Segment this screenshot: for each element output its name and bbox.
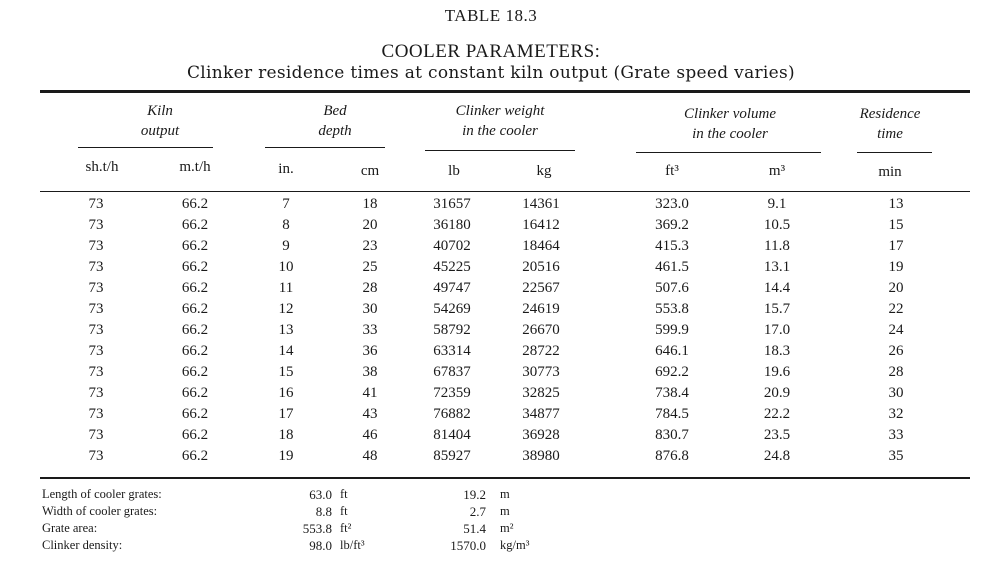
unit-min: min (878, 164, 902, 180)
header-kiln-output (95, 101, 225, 141)
cell-volume-ft3: 738.4 (655, 385, 689, 401)
cell-weight-kg: 14361 (522, 196, 560, 212)
cell-kiln-mt-h: 66.2 (181, 322, 209, 338)
footnote-metric-value: 19.2 (463, 487, 486, 502)
cell-kiln-mt-h: 66.2 (181, 385, 209, 401)
cell-volume-ft3: 323.0 (655, 196, 689, 212)
cell-bed-in: 7 (282, 196, 290, 212)
cell-volume-m3: 20.9 (763, 385, 791, 401)
footnote-imperial-unit: ft (340, 504, 348, 518)
cell-kiln-sht-h: 73 (88, 259, 104, 275)
cell-volume-m3: 9.1 (767, 196, 787, 212)
cell-weight-lb: 40702 (433, 238, 471, 254)
top-rule (40, 90, 970, 93)
cell-bed-cm: 18 (362, 196, 378, 212)
cell-bed-cm: 23 (362, 238, 378, 254)
cell-residence-min: 13 (888, 196, 904, 212)
table-row (0, 406, 982, 427)
cell-weight-lb: 31657 (433, 196, 471, 212)
cell-bed-cm: 46 (362, 427, 378, 443)
table-row (0, 364, 982, 385)
header-clinker-weight (420, 101, 580, 141)
cell-kiln-mt-h: 66.2 (181, 217, 209, 233)
header-bed-line2: depth (318, 123, 352, 139)
header-residence-line1: Residence (859, 106, 921, 122)
cell-volume-ft3: 415.3 (655, 238, 689, 254)
cell-volume-ft3: 369.2 (655, 217, 689, 233)
cell-weight-kg: 34877 (522, 406, 560, 422)
cell-weight-kg: 18464 (522, 238, 560, 254)
cell-weight-kg: 26670 (522, 322, 560, 338)
footnote-label: Width of cooler grates: (42, 504, 158, 518)
footnote-metric-unit: m (500, 487, 510, 501)
footnote-metric-unit: kg/m³ (500, 538, 530, 552)
cell-kiln-sht-h: 73 (88, 448, 104, 464)
cell-volume-m3: 22.2 (763, 406, 791, 422)
table-row (0, 448, 982, 469)
footnote-imperial-unit: ft (340, 487, 348, 501)
cell-kiln-mt-h: 66.2 (181, 301, 209, 317)
cell-weight-lb: 49747 (433, 280, 471, 296)
kiln-underline (78, 147, 213, 148)
header-volume-line2: in the cooler (692, 126, 768, 142)
header-weight-line2: in the cooler (462, 123, 538, 139)
cell-residence-min: 28 (888, 364, 904, 380)
cell-bed-in: 12 (278, 301, 294, 317)
cell-volume-ft3: 784.5 (655, 406, 689, 422)
cell-bed-cm: 25 (362, 259, 378, 275)
cell-residence-min: 35 (888, 448, 904, 464)
cell-kiln-mt-h: 66.2 (181, 448, 209, 464)
table-row (0, 259, 982, 280)
header-bed-depth (275, 101, 395, 141)
unit-in: in. (278, 161, 294, 177)
cell-kiln-mt-h: 66.2 (181, 364, 209, 380)
cell-volume-ft3: 553.8 (655, 301, 689, 317)
cell-bed-in: 15 (278, 364, 294, 380)
cell-bed-cm: 33 (362, 322, 378, 338)
cell-weight-lb: 81404 (433, 427, 471, 443)
cell-weight-kg: 32825 (522, 385, 560, 401)
footnote-label: Grate area: (42, 521, 98, 535)
header-kiln-line2: output (140, 123, 180, 139)
cell-residence-min: 15 (888, 217, 904, 233)
cell-kiln-mt-h: 66.2 (181, 280, 209, 296)
cell-bed-in: 9 (282, 238, 290, 254)
cell-bed-cm: 41 (362, 385, 378, 401)
cell-volume-m3: 17.0 (763, 322, 791, 338)
cell-kiln-sht-h: 73 (88, 280, 104, 296)
cell-kiln-mt-h: 66.2 (181, 406, 209, 422)
cell-weight-lb: 67837 (433, 364, 471, 380)
cell-bed-in: 19 (278, 448, 294, 464)
cell-volume-m3: 11.8 (764, 238, 790, 254)
bottom-rule (40, 477, 970, 479)
cell-residence-min: 33 (888, 427, 904, 443)
table-row (0, 322, 982, 343)
volume-underline (636, 152, 821, 153)
cell-volume-ft3: 461.5 (655, 259, 689, 275)
footnote-imperial-unit: ft² (340, 521, 352, 535)
header-weight-line1: Clinker weight (455, 103, 545, 119)
header-volume-line1: Clinker volume (683, 106, 777, 122)
header-kiln-line1: Kiln (147, 103, 173, 119)
cell-bed-in: 16 (278, 385, 294, 401)
cell-weight-lb: 63314 (433, 343, 471, 359)
cell-kiln-sht-h: 73 (88, 427, 104, 443)
cell-volume-ft3: 692.2 (655, 364, 689, 380)
cell-volume-m3: 10.5 (763, 217, 791, 233)
table-caption: TABLE 18.3 (444, 6, 538, 25)
header-clinker-volume (640, 104, 820, 144)
table-row (0, 427, 982, 448)
cell-weight-kg: 30773 (522, 364, 560, 380)
cell-kiln-mt-h: 66.2 (181, 427, 209, 443)
unit-lb: lb (448, 163, 460, 179)
cell-volume-m3: 18.3 (763, 343, 791, 359)
cell-residence-min: 22 (888, 301, 904, 317)
cell-residence-min: 17 (888, 238, 904, 254)
cell-bed-in: 13 (278, 322, 294, 338)
cell-volume-m3: 23.5 (763, 427, 791, 443)
cell-weight-lb: 58792 (433, 322, 471, 338)
weight-underline (425, 150, 575, 151)
cell-residence-min: 19 (888, 259, 904, 275)
cell-kiln-mt-h: 66.2 (181, 343, 209, 359)
cell-volume-ft3: 876.8 (655, 448, 689, 464)
footnote-label: Length of cooler grates: (42, 487, 162, 501)
cell-weight-lb: 76882 (433, 406, 471, 422)
table-row (0, 217, 982, 238)
cell-weight-lb: 36180 (433, 217, 471, 233)
header-residence-time (845, 104, 935, 144)
cell-weight-kg: 20516 (522, 259, 560, 275)
cell-kiln-sht-h: 73 (88, 301, 104, 317)
cell-kiln-mt-h: 66.2 (181, 238, 209, 254)
cell-kiln-sht-h: 73 (88, 196, 104, 212)
cell-residence-min: 20 (888, 280, 904, 296)
footnote-imperial-value: 8.8 (315, 504, 332, 519)
cell-bed-cm: 43 (362, 406, 378, 422)
cell-volume-m3: 15.7 (763, 301, 791, 317)
cell-bed-cm: 48 (362, 448, 378, 464)
cell-weight-kg: 16412 (522, 217, 560, 233)
cell-volume-ft3: 507.6 (655, 280, 689, 296)
unit-cm: cm (360, 163, 380, 179)
table-row (0, 238, 982, 259)
footnote-imperial-unit: lb/ft³ (340, 538, 365, 552)
cell-volume-m3: 14.4 (763, 280, 791, 296)
cell-weight-lb: 85927 (433, 448, 471, 464)
residence-underline (857, 152, 932, 153)
cell-volume-ft3: 599.9 (655, 322, 689, 338)
cell-weight-kg: 22567 (522, 280, 560, 296)
table-row (0, 343, 982, 364)
cell-weight-kg: 36928 (522, 427, 560, 443)
cell-residence-min: 30 (888, 385, 904, 401)
header-bed-line1: Bed (323, 103, 347, 119)
cell-residence-min: 32 (888, 406, 904, 422)
footnote-metric-value: 51.4 (463, 521, 486, 536)
cell-kiln-sht-h: 73 (88, 364, 104, 380)
cell-bed-in: 17 (278, 406, 294, 422)
cell-kiln-sht-h: 73 (88, 322, 104, 338)
cell-bed-in: 11 (278, 280, 294, 296)
header-rule (40, 191, 970, 192)
unit-ft3: ft³ (665, 163, 679, 179)
cell-volume-ft3: 830.7 (655, 427, 689, 443)
cell-bed-cm: 30 (362, 301, 378, 317)
footnote-metric-unit: m² (500, 521, 514, 535)
cell-weight-lb: 54269 (433, 301, 471, 317)
cell-kiln-mt-h: 66.2 (181, 196, 209, 212)
cell-weight-kg: 28722 (522, 343, 560, 359)
table-row (0, 301, 982, 322)
cell-kiln-sht-h: 73 (88, 238, 104, 254)
footnote-imperial-value: 63.0 (309, 487, 332, 502)
cell-kiln-sht-h: 73 (88, 217, 104, 233)
cell-weight-kg: 24619 (522, 301, 560, 317)
unit-sht-h: sh.t/h (85, 159, 119, 175)
header-residence-line2: time (877, 126, 903, 142)
unit-m3: m³ (768, 163, 786, 179)
unit-kg: kg (536, 163, 552, 179)
unit-mt-h: m.t/h (179, 159, 211, 175)
cell-kiln-sht-h: 73 (88, 343, 104, 359)
footnote-metric-value: 2.7 (469, 504, 486, 519)
cell-bed-in: 8 (282, 217, 290, 233)
cell-bed-cm: 20 (362, 217, 378, 233)
footnote-imperial-value: 98.0 (309, 538, 332, 553)
footnote-metric-unit: m (500, 504, 510, 518)
cell-bed-cm: 36 (362, 343, 378, 359)
cell-volume-ft3: 646.1 (655, 343, 689, 359)
bed-underline (265, 147, 385, 148)
cell-bed-cm: 38 (362, 364, 378, 380)
cell-kiln-sht-h: 73 (88, 385, 104, 401)
footnote-imperial-value: 553.8 (302, 521, 332, 536)
table-subtitle: Clinker residence times at constant kiln output (Grate speed varies) (187, 63, 795, 83)
cell-residence-min: 26 (888, 343, 904, 359)
footnote-metric-value: 1570.0 (450, 538, 486, 553)
cell-weight-kg: 38980 (522, 448, 560, 464)
table-title: COOLER PARAMETERS: (381, 41, 601, 62)
cell-kiln-mt-h: 66.2 (181, 259, 209, 275)
footnote-label: Clinker density: (42, 538, 123, 552)
cell-bed-in: 18 (278, 427, 294, 443)
table-row (0, 280, 982, 301)
table-row (0, 385, 982, 406)
cell-kiln-sht-h: 73 (88, 406, 104, 422)
cell-bed-cm: 28 (362, 280, 378, 296)
cell-weight-lb: 45225 (433, 259, 471, 275)
cell-volume-m3: 19.6 (763, 364, 791, 380)
cell-bed-in: 14 (278, 343, 294, 359)
cell-residence-min: 24 (888, 322, 904, 338)
cell-volume-m3: 24.8 (763, 448, 791, 464)
table-row (0, 196, 982, 217)
cell-bed-in: 10 (278, 259, 294, 275)
cell-volume-m3: 13.1 (763, 259, 791, 275)
cell-weight-lb: 72359 (433, 385, 471, 401)
